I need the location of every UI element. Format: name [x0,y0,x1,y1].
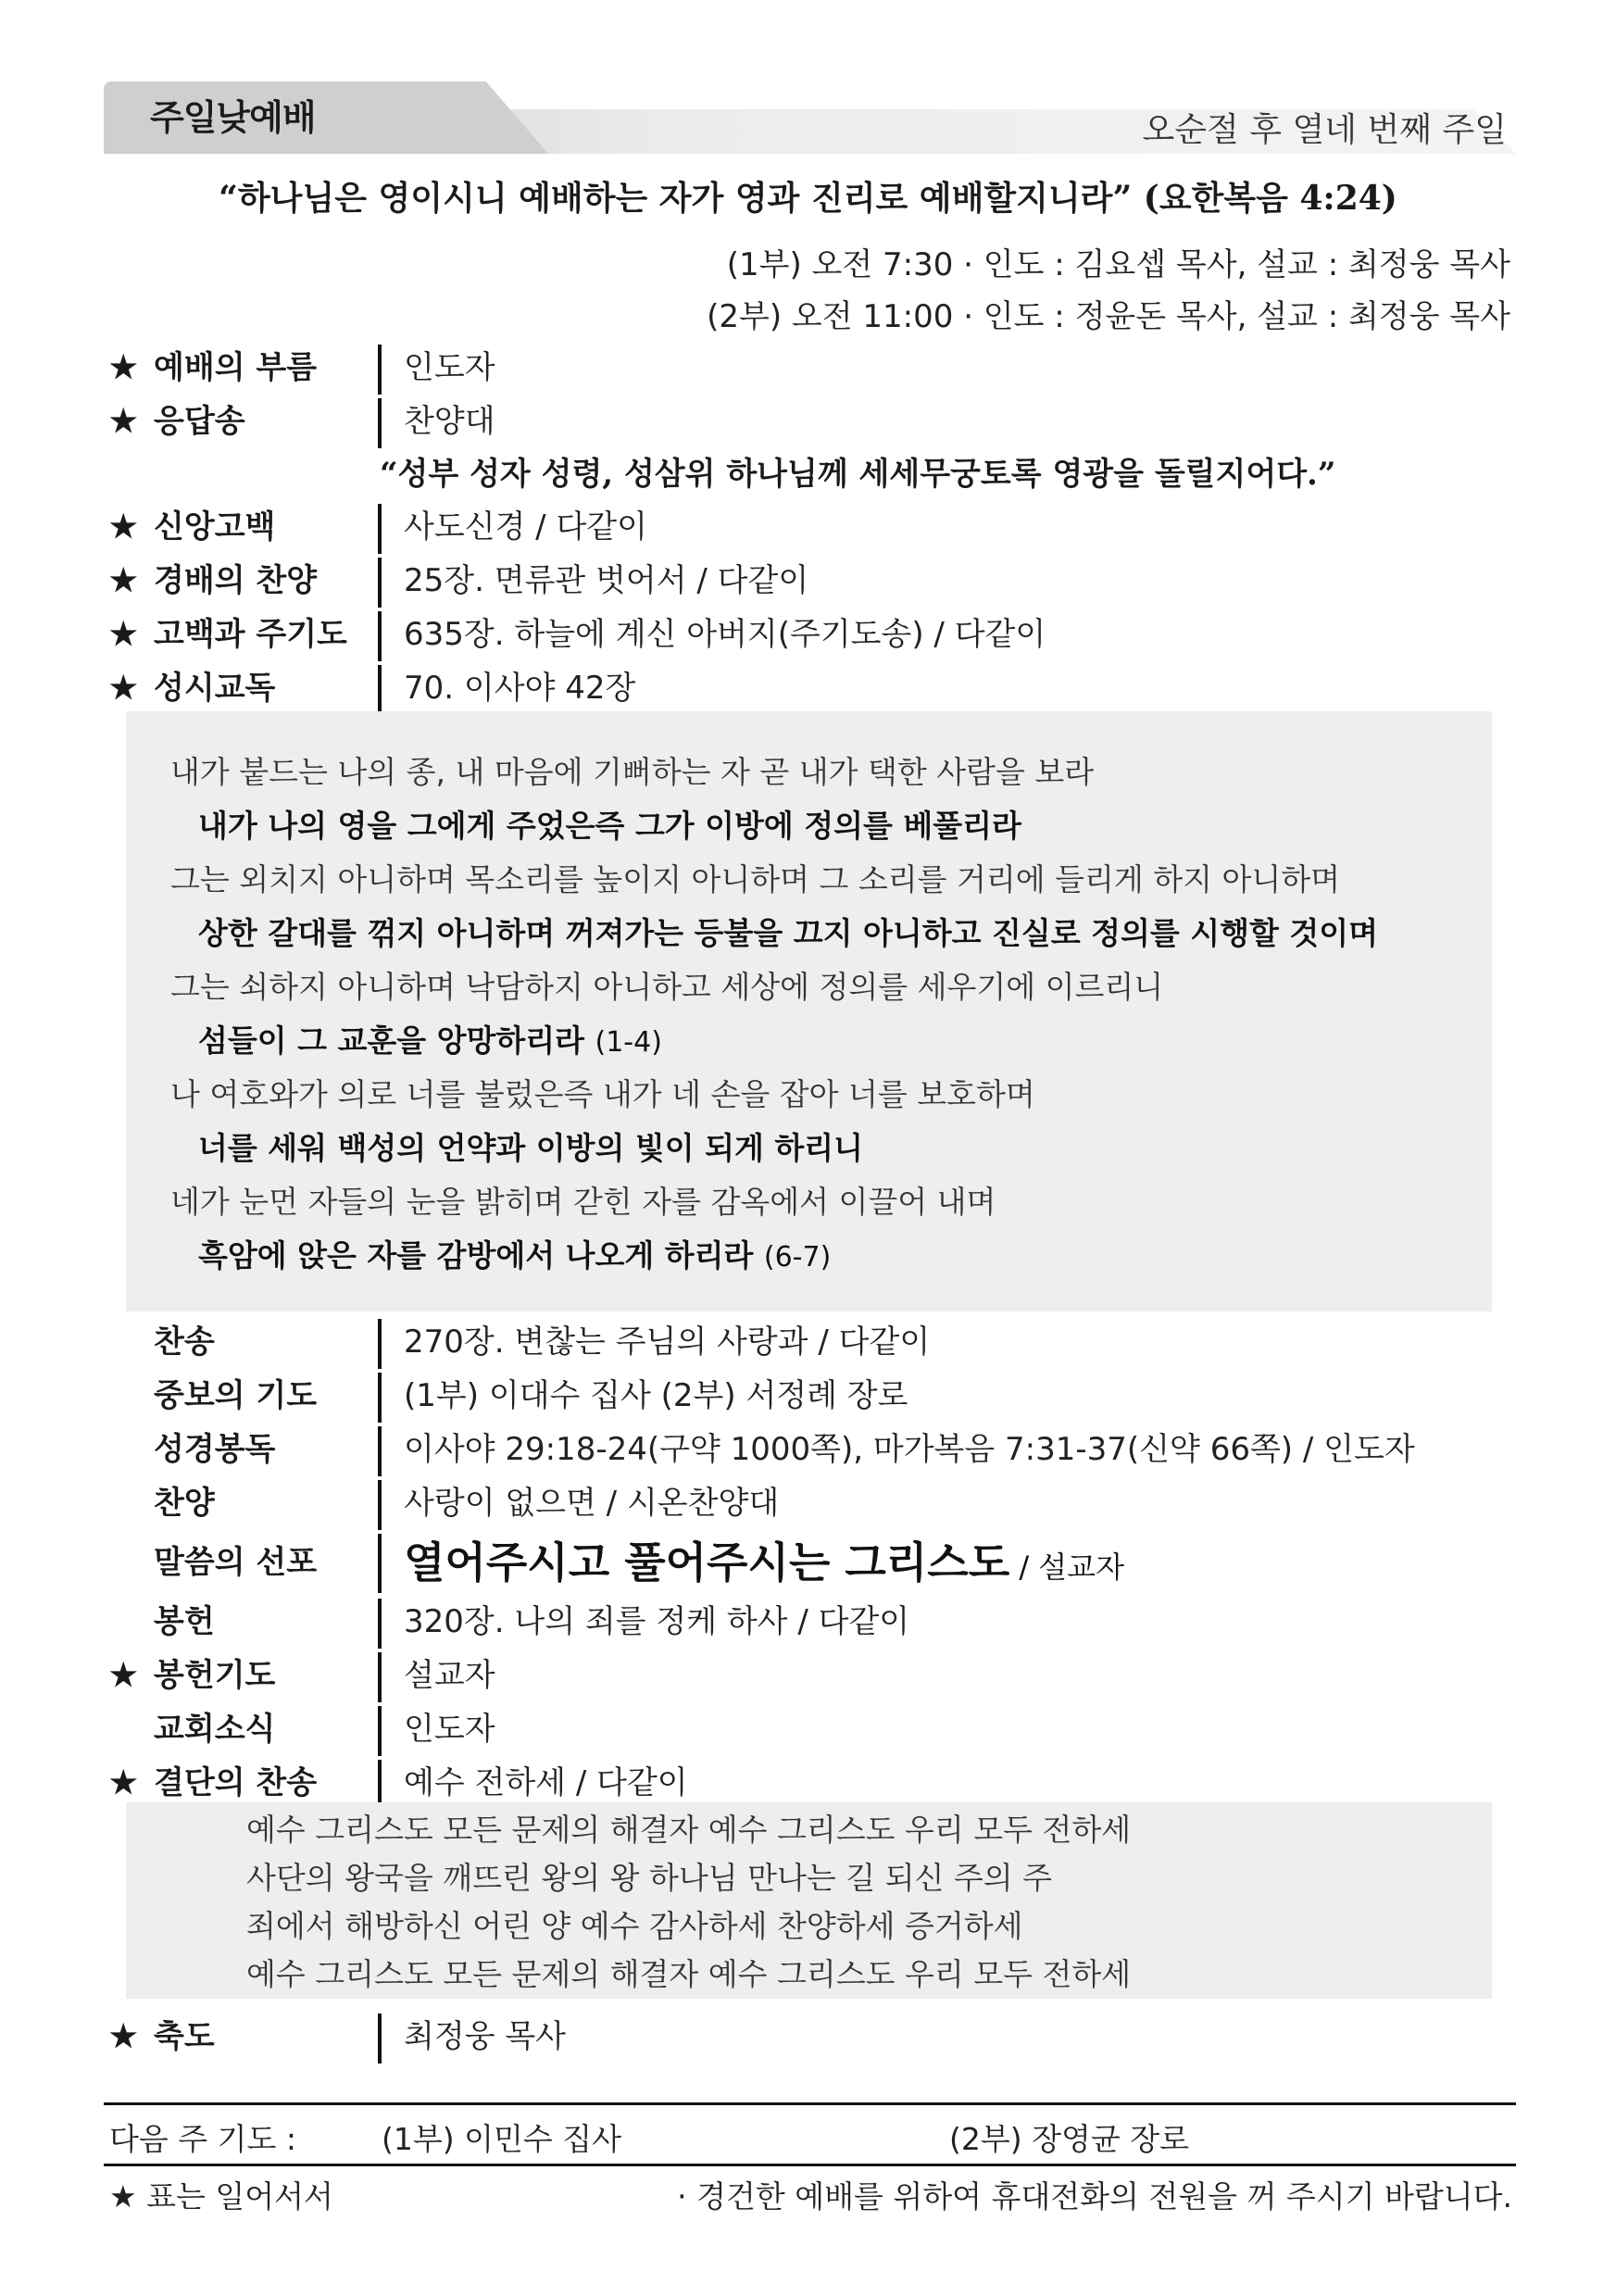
row-divider [378,558,382,608]
order-row [109,1369,1498,1423]
order-label: 경배의 찬양 [154,562,318,599]
next-prayer-1: (1부) 이민수 집사 [382,2121,621,2157]
order-label: 신앙고백 [154,508,276,546]
responsive-reading-box [126,711,1492,1311]
row-divider [378,1534,382,1593]
reading-line-leader: 내가 붙드는 나의 종, 내 마음에 기뻐하는 자 곧 내가 택한 사람을 보라 [170,754,1095,790]
row-divider [378,1426,382,1476]
reading-line-leader: 네가 눈먼 자들의 눈을 밝히며 갇힌 자를 감옥에서 이끌어 내며 [170,1184,996,1220]
order-value: 70. 이사야 42장 [404,670,636,707]
order-value: 사도신경 / 다같이 [404,508,647,546]
order-value: 설교자 [404,1657,495,1694]
order-label: 봉헌기도 [154,1657,276,1694]
order-label: 말씀의 선포 [154,1544,318,1581]
sermon-preacher: / 설교자 [1009,1549,1125,1585]
order-label: 예배의 부름 [154,349,318,386]
service-line-1: (1부) 오전 7:30 · 인도 : 김요셉 목사, 설교 : 최정웅 목사 [726,246,1510,283]
order-value: 인도자 [404,349,495,386]
order-row [109,500,1498,554]
stand-note: ★ 표는 일어서서 [109,2178,333,2214]
order-row [109,1649,1498,1702]
order-label: 성시교독 [154,670,276,707]
footer-rule-bottom [104,2164,1516,2166]
reading-line-congregation: 상한 갈대를 꺾지 아니하며 꺼져가는 등불을 끄지 아니하고 진실로 정의를 시행할 것이며 [198,915,1378,951]
row-divider [378,1373,382,1423]
order-value: 25장. 면류관 벗어서 / 다같이 [404,562,809,599]
order-value: (1부) 이대수 집사 (2부) 서정례 장로 [404,1377,908,1414]
order-label: 중보의 기도 [154,1377,318,1414]
order-label: 결단의 찬송 [154,1764,318,1801]
row-divider [378,345,382,395]
stand-star: ★ [109,508,138,546]
row-divider [378,2014,382,2064]
order-row [109,661,1498,715]
order-row [109,554,1498,608]
order-value: 270장. 변찮는 주님의 사랑과 / 다같이 [404,1324,931,1361]
verse-ref: (6-7) [763,1241,832,1273]
stand-star: ★ [109,616,138,653]
theme-verse: “하나님은 영이시니 예배하는 자가 영과 진리로 예배할지니라” (요한복음 4:24) [219,179,1397,218]
stand-star: ★ [109,349,138,386]
sermon-title: 열어주시고 풀어주시는 그리스도 [404,1537,1010,1587]
row-divider [378,398,382,448]
reading-line-leader: 그는 쇠하지 아니하며 낙담하지 아니하고 세상에 정의를 세우기에 이르리니 [170,969,1164,1005]
stand-star: ★ [109,1657,138,1694]
hymn-line: 예수 그리스도 모든 문제의 해결자 예수 그리스도 우리 모두 전하세 [246,1812,1132,1848]
reading-line-leader: 나 여호와가 의로 너를 불렀은즉 내가 네 손을 잡아 너를 보호하며 [170,1076,1035,1112]
order-label: 축도 [154,2018,215,2055]
order-row [109,1595,1498,1649]
service-line-2: (2부) 오전 11:00 · 인도 : 정윤돈 목사, 설교 : 최정웅 목사 [707,298,1510,335]
reading-line-congregation: 너를 세워 백성의 언약과 이방의 빛이 되게 하리니 [198,1130,863,1166]
stand-star: ★ [109,2018,138,2055]
order-label: 봉헌 [154,1603,215,1640]
verse-ref: (1-4) [595,1026,662,1059]
row-divider [378,665,382,715]
next-prayer-label: 다음 주 기도 : [109,2121,296,2157]
reading-line-congregation: 섬들이 그 교훈을 앙망하리라 (1-4) [198,1023,662,1059]
order-row-benediction [109,2010,1498,2064]
row-divider [378,1599,382,1649]
order-label: 성경봉독 [154,1431,276,1468]
row-divider [378,1652,382,1702]
row-divider [378,1706,382,1756]
order-row [109,341,1498,395]
hymn-line: 사단의 왕국을 깨뜨린 왕의 왕 하나님 만나는 길 되신 주의 주 [246,1860,1052,1896]
order-row [109,395,1498,448]
stand-star: ★ [109,562,138,599]
order-label: 찬송 [154,1324,215,1361]
reading-line-leader: 그는 외치지 아니하며 목소리를 높이지 아니하며 그 소리를 거리에 들리게 하지 아니하며 [170,861,1340,897]
doxology: “성부 성자 성령, 성삼위 하나님께 세세무궁토록 영광을 돌릴지어다.” [380,456,1336,493]
order-value: 635장. 하늘에 계신 아버지(주기도송) / 다같이 [404,616,1046,653]
order-row-sermon [109,1530,1498,1595]
page-subtitle: 오순절 후 열네 번째 주일 [1142,111,1507,149]
order-row [109,1702,1498,1756]
order-value: 이사야 29:18-24(구약 1000쪽), 마가복음 7:31-37(신약 66쪽) / 인도자 [404,1431,1415,1468]
hymn-lyrics-box [126,1802,1492,1999]
row-divider [378,1480,382,1530]
order-row [109,1476,1498,1530]
next-prayer-2: (2부) 장영균 장로 [949,2121,1189,2157]
order-row [109,1315,1498,1369]
hymn-line: 예수 그리스도 모든 문제의 해결자 예수 그리스도 우리 모두 전하세 [246,1956,1132,1992]
order-value: 예수 전하세 / 다같이 [404,1764,688,1801]
reading-line-congregation: 내가 나의 영을 그에게 주었은즉 그가 이방에 정의를 베풀리라 [198,808,1021,844]
order-value: 사랑이 없으면 / 시온찬양대 [404,1485,780,1522]
order-label: 응답송 [154,403,245,440]
order-label: 교회소식 [154,1711,276,1748]
row-divider [378,1319,382,1369]
order-label: 고백과 주기도 [154,616,347,653]
footer-rule-top [104,2102,1516,2105]
stand-star: ★ [109,403,138,440]
phone-note: · 경건한 예배를 위하여 휴대전화의 전원을 꺼 주시기 바랍니다. [677,2178,1512,2214]
hymn-line: 죄에서 해방하신 어린 양 예수 감사하세 찬양하세 증거하세 [246,1908,1023,1944]
order-value: 320장. 나의 죄를 정케 하사 / 다같이 [404,1603,910,1640]
order-row [109,608,1498,661]
order-row [109,1423,1498,1476]
order-value: 최정웅 목사 [404,2018,567,2055]
stand-star: ★ [109,670,138,707]
order-value: 인도자 [404,1711,495,1748]
row-divider [378,504,382,554]
order-value: 찬양대 [404,403,495,440]
row-divider [378,611,382,661]
stand-star: ★ [109,1764,138,1801]
reading-line-congregation: 흑암에 앉은 자를 감방에서 나오게 하리라 (6-7) [198,1237,832,1273]
page-title: 주일낮예배 [150,97,316,138]
order-label: 찬양 [154,1485,215,1522]
